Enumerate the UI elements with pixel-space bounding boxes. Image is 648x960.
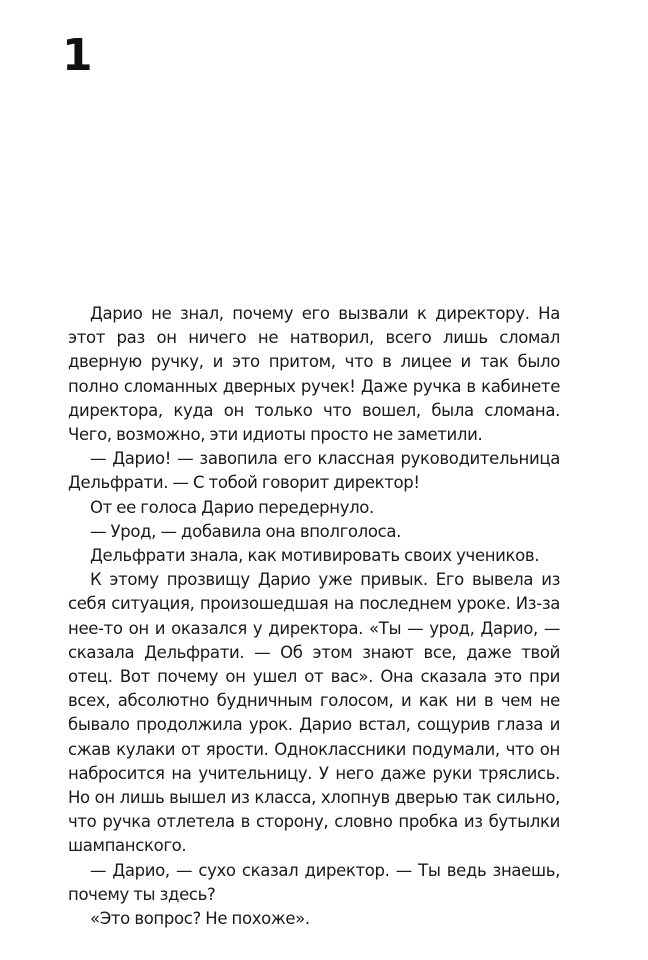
paragraph: — Урод, — добавила она вполголоса. bbox=[90, 521, 401, 541]
chapter-number: 1 bbox=[62, 30, 93, 81]
paragraph: — Дарио, — сухо сказал директор. — Ты ведь знаешь, почему ты здесь? bbox=[68, 860, 560, 904]
paragraph: — Дарио! — завопила его классная руководительница Дельфрати. — С тобой говорит директор! bbox=[68, 449, 560, 493]
paragraph: «Это вопрос? Не похоже». bbox=[90, 909, 310, 929]
paragraph: От ее голоса Дарио передернуло. bbox=[90, 497, 374, 517]
paragraph: К этому прозвищу Дарио уже привык. Его вывела из себя ситуация, произошедшая на последнем уроке. Из-за нее-то он и оказался у директора. «Ты — урод, Дарио, — сказала Дельфрати. — Об этом знают все, даже твой отец. Вот почему он ушел от вас». Она сказала это при всех, абсолютно будничным голосом, и как ни в чем не бывало продолжила урок. Дарио встал, сощурив глаза и сжав кулаки от ярости. Одноклассники подумали, что он набросится на учительницу. У него даже руки тряслись. Но он лишь вышел из класса, хлопнув дверью так сильно, что ручка отлетела в сторону, словно пробка из бутылки шампанского. bbox=[68, 570, 560, 856]
chapter-text bbox=[68, 302, 560, 931]
paragraph: Дельфрати знала, как мотивировать своих учеников. bbox=[90, 546, 540, 566]
paragraph: Дарио не знал, почему его вызвали к директору. На этот раз он ничего не натворил, всего лишь сломал дверную ручку, и это притом, что в лицее и так было полно сломанных дверных ручек! Даже ручка в кабинете директора, куда он только что вошел, была сломана. Чего, возможно, эти идиоты просто не заметили. bbox=[68, 304, 560, 445]
